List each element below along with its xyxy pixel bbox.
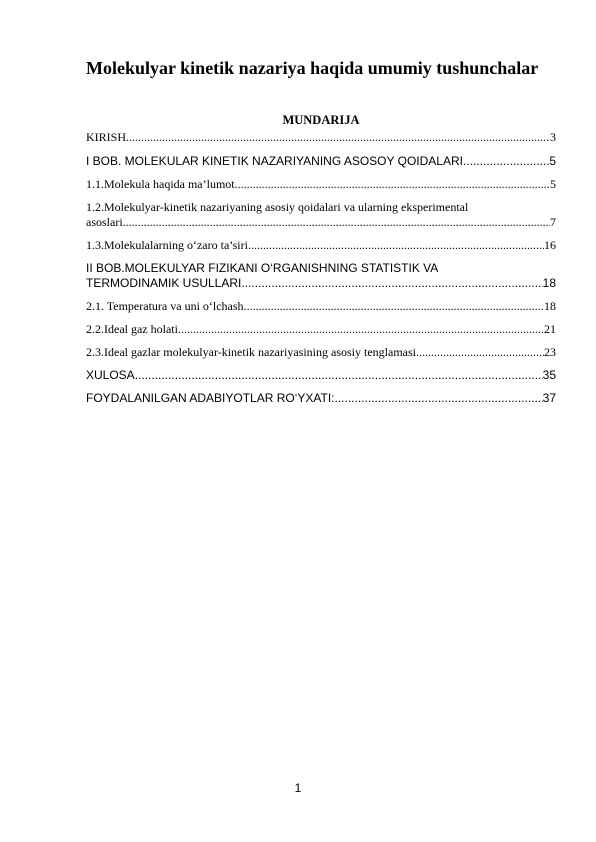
toc-entry-page: 18: [542, 276, 556, 290]
toc-entry-page: 7: [550, 215, 556, 229]
toc-leader-dots: [416, 345, 544, 360]
toc-entry-1-2[interactable]: [86, 200, 556, 230]
toc-entry-text: asoslari: [86, 215, 123, 229]
toc-leader-dots: [244, 299, 544, 314]
toc-entry-page: 16: [544, 238, 556, 252]
toc-entry-page: 37: [542, 391, 556, 405]
toc-entry-bibliography[interactable]: [86, 391, 556, 406]
toc-entry-text: I BOB. MOLEKULAR KINETIK NAZARIYANING ASOSOY QOIDALARI: [86, 154, 463, 168]
toc-entry-1-3[interactable]: [86, 238, 556, 253]
toc-entry-page: 23: [544, 345, 556, 359]
toc-leader-dots: [123, 215, 550, 230]
toc-leader-dots: [241, 276, 542, 291]
toc-entry-text: 1.3.Molekulalarning o‘zaro ta’siri: [86, 238, 248, 252]
toc-leader-dots: [126, 130, 550, 145]
toc-entry-2-1[interactable]: [86, 299, 556, 314]
toc-entry-text: KIRISH: [86, 130, 127, 144]
toc-entry-page: 21: [544, 322, 556, 336]
toc-entry-text: XULOSA: [86, 368, 135, 382]
toc-heading: MUNDARIJA: [282, 113, 360, 127]
page-number: 1: [294, 781, 302, 795]
toc-entry-xulosa[interactable]: [86, 368, 556, 383]
toc-leader-dots: [248, 238, 544, 253]
toc-entry-page: 3: [550, 130, 556, 144]
table-of-contents: [86, 130, 556, 414]
toc-entry-chapter-2[interactable]: [86, 261, 556, 291]
toc-leader-dots: [235, 177, 550, 192]
toc-entry-page: 18: [544, 299, 556, 313]
toc-leader-dots: [135, 368, 543, 383]
toc-entry-page: 5: [549, 154, 556, 168]
toc-entry-text: 2.3.Ideal gazlar molekulyar-kinetik nazariyasining asosiy tenglamasi: [86, 345, 416, 359]
toc-leader-dots: [178, 322, 544, 337]
toc-entry-chapter-1[interactable]: [86, 154, 556, 169]
toc-entry-kirish[interactable]: [86, 130, 556, 145]
toc-entry-1-1[interactable]: [86, 177, 556, 192]
toc-entry-text: 2.1. Temperatura va uni o‘lchash: [86, 299, 244, 313]
toc-leader-dots: [335, 391, 543, 406]
toc-entry-2-3[interactable]: [86, 345, 556, 360]
document-title: Molekulyar kinetik nazariya haqida umumiy tushunchalar: [86, 58, 539, 78]
toc-entry-text: 1.1.Molekula haqida ma’lumot: [86, 177, 235, 191]
toc-entry-text: TERMODINAMIK USULLARI: [86, 276, 242, 290]
toc-entry-text: FOYDALANILGAN ADABIYOTLAR RO‘YXATI:: [86, 391, 335, 405]
toc-entry-text-line1: 1.2.Molekulyar-kinetik nazariyaning asosiy qoidalari va ularning eksperimental: [86, 200, 469, 214]
toc-entry-text: 2.2.Ideal gaz holati: [86, 322, 178, 336]
toc-entry-page: 35: [542, 368, 556, 382]
toc-entry-page: 5: [550, 177, 556, 191]
toc-entry-text-line1: II BOB.MOLEKULYAR FIZIKANI O‘RGANISHNING STATISTIK VA: [86, 261, 439, 275]
toc-leader-dots: [463, 154, 549, 169]
toc-entry-2-2[interactable]: [86, 322, 556, 337]
